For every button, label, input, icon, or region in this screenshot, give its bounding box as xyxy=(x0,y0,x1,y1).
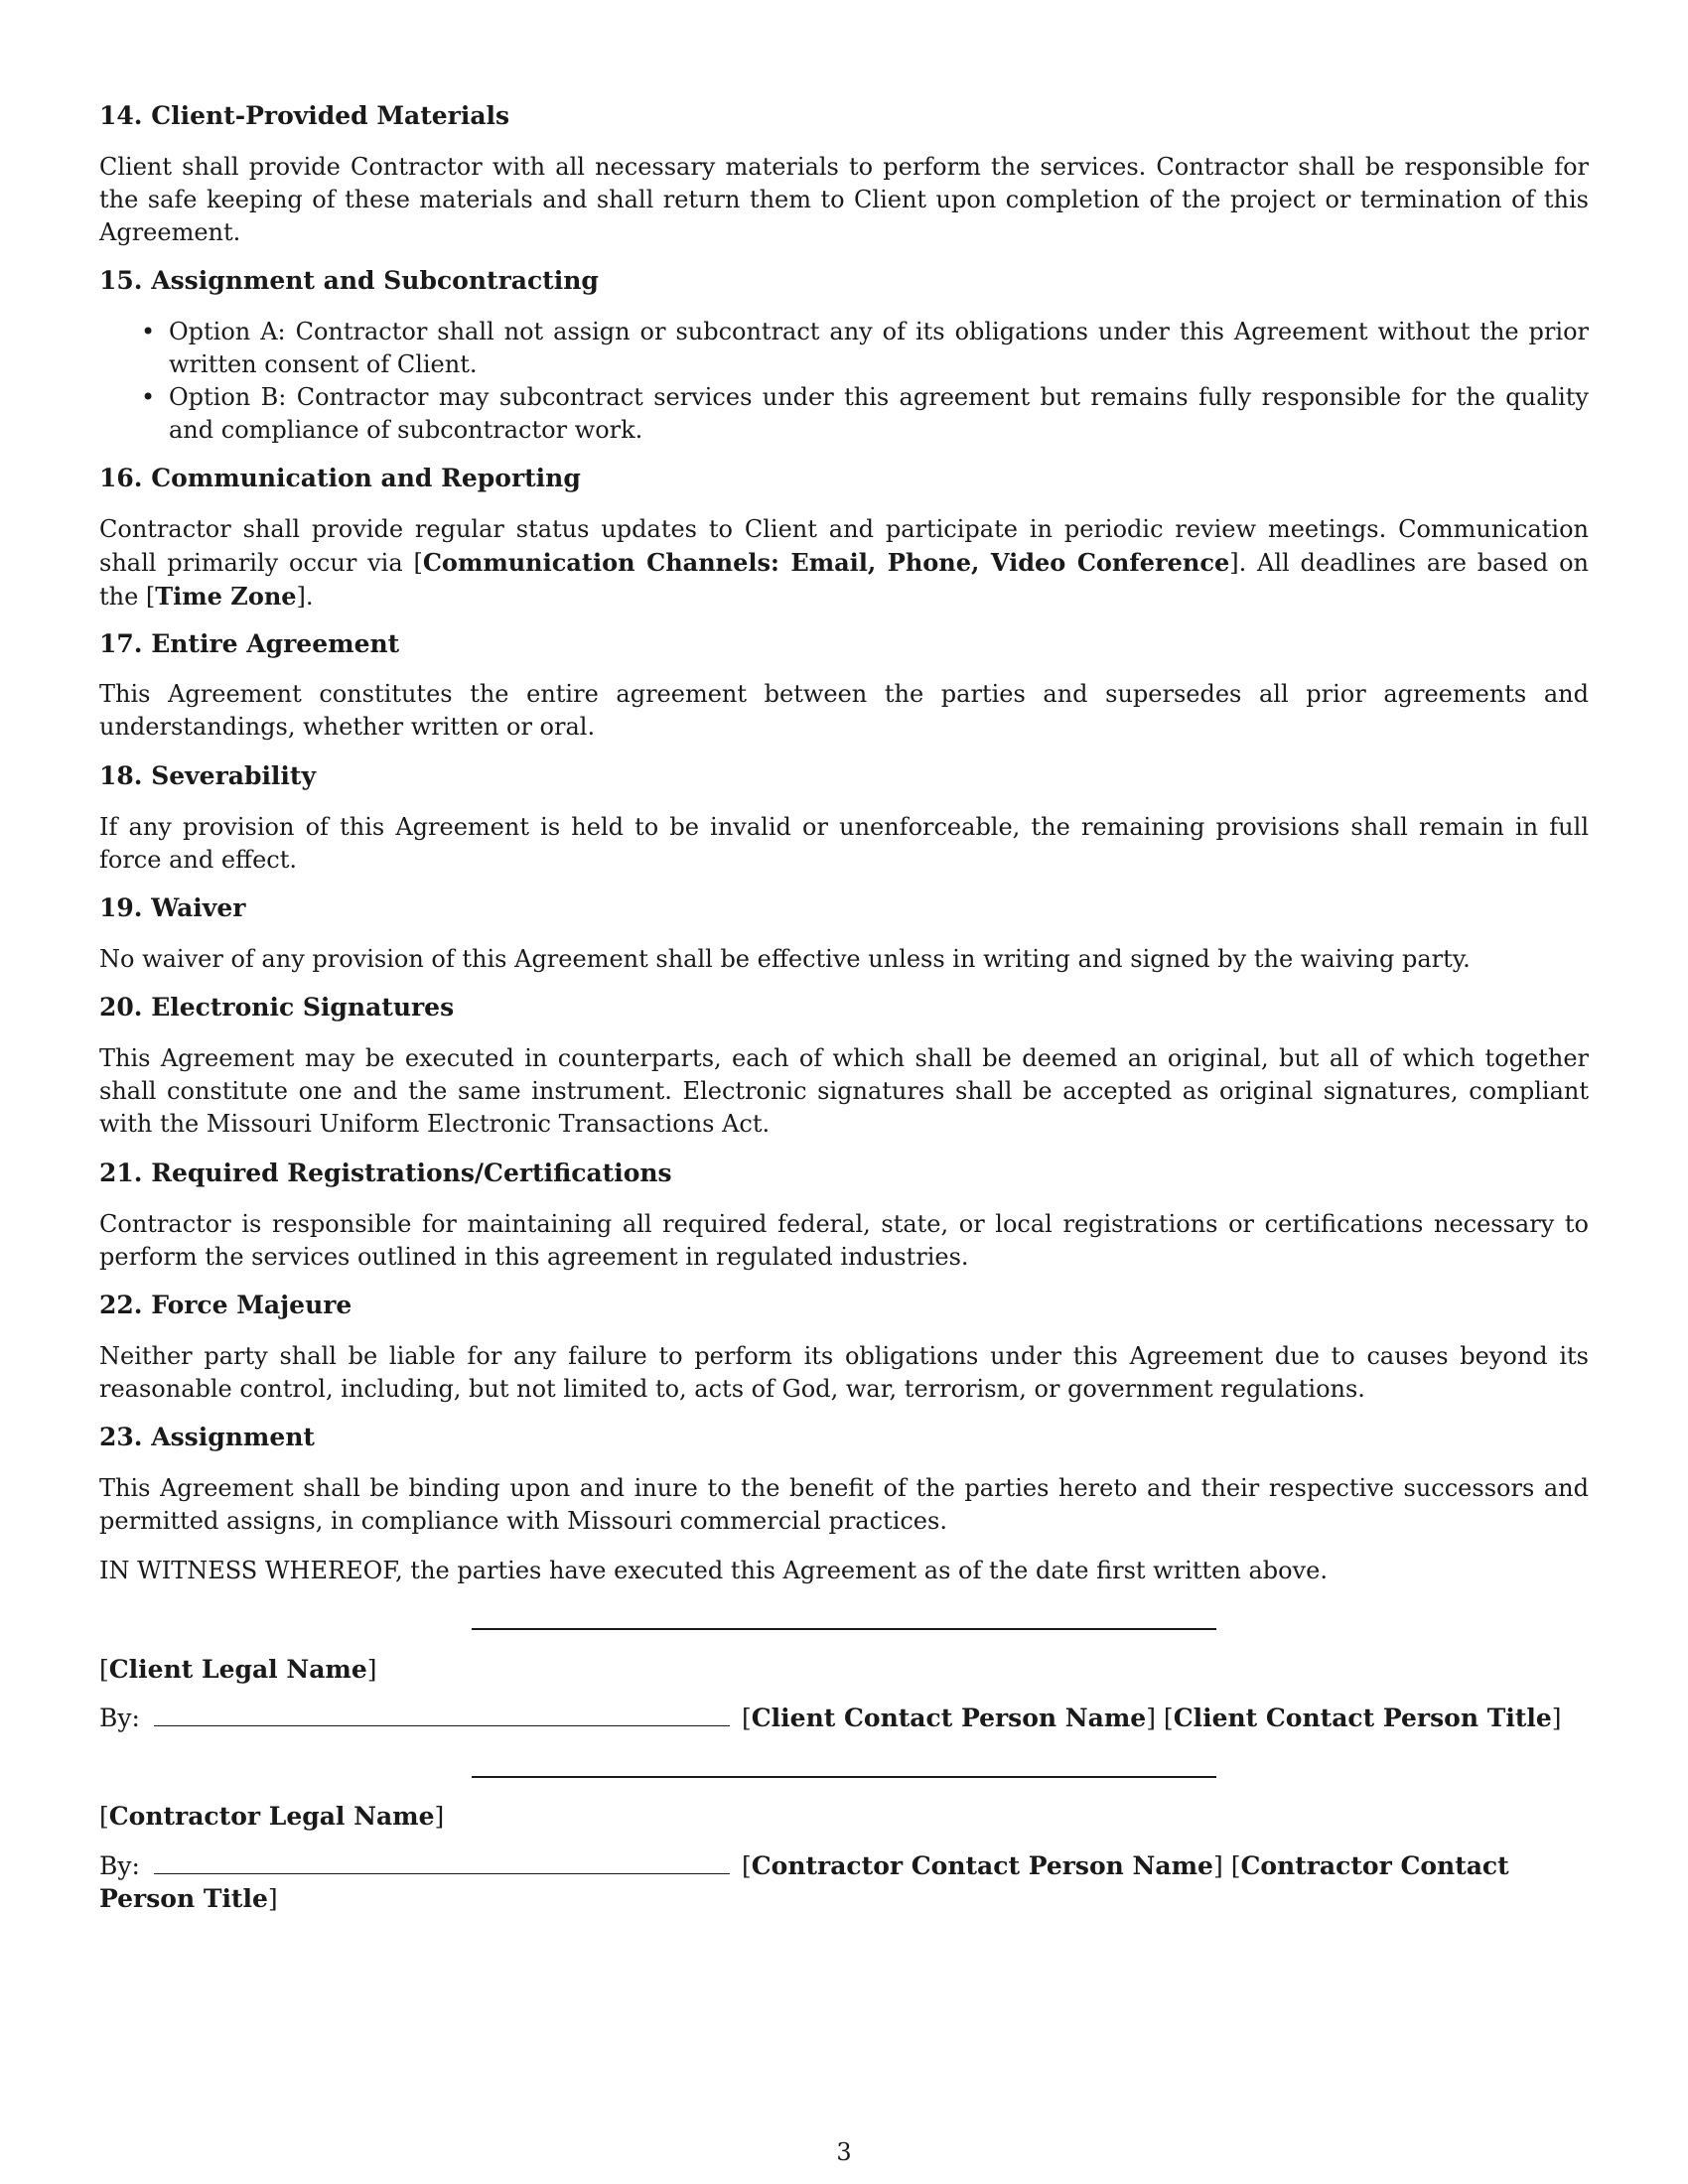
bullet-list xyxy=(99,316,1589,447)
section-heading: 20. Electronic Signatures xyxy=(99,993,455,1022)
section-heading: 19. Waiver xyxy=(99,893,246,922)
body-text: ]. xyxy=(296,583,314,611)
section-body: If any provision of this Agreement is held to be invalid or unenforceable, the remaining provisions shall remain in full force and effect. xyxy=(99,813,1589,874)
section-heading: 14. Client-Provided Materials xyxy=(99,101,510,130)
client-signature-line xyxy=(99,1702,1589,1734)
list-item-text: Option B: Contractor may subcontract services under this agreement but remains fully responsible for the quality and compliance of subcontractor work. xyxy=(169,383,1589,444)
witness-statement: IN WITNESS WHEREOF, the parties have executed this Agreement as of the date first written above. xyxy=(99,1557,1328,1584)
signature-divider xyxy=(472,1776,1216,1778)
list-item-text: Option A: Contractor shall not assign or subcontract any of its obligations under this Agreement without the prior written consent of Client. xyxy=(169,318,1589,378)
contractor-signature-line xyxy=(99,1849,1589,1915)
section-heading: 17. Entire Agreement xyxy=(99,629,400,658)
section-heading: 21. Required Registrations/Certifications xyxy=(99,1159,672,1187)
section-body: Neither party shall be liable for any failure to perform its obligations under this Agreement due to causes beyond its reasonable control, including, but not limited to, acts of God, war, terrorism, or government regulations. xyxy=(99,1342,1589,1403)
list-item xyxy=(99,381,1589,447)
section-body: Contractor is responsible for maintaining all required federal, state, or local registrations or certifications necessary to perform the services outlined in this agreement in regulated industries. xyxy=(99,1210,1589,1271)
client-contact-name: [Client Contact Person Name] xyxy=(742,1704,1156,1732)
contractor-legal-name: [Contractor Legal Name] xyxy=(99,1802,445,1831)
body-text: ]. All deadlines are based on the [ xyxy=(99,549,1589,611)
section-body: This Agreement constitutes the entire agreement between the parties and supersedes all prior agreements and understandings, whether written or oral. xyxy=(99,680,1589,741)
section-heading: 18. Severability xyxy=(99,761,317,790)
body-text: Contractor shall provide regular status updates to Client and participate in periodic review meetings. Communication shall primarily occur via [ xyxy=(99,515,1589,577)
section-heading: 15. Assignment and Subcontracting xyxy=(99,266,599,295)
section-heading: 16. Communication and Reporting xyxy=(99,464,581,492)
signature-divider xyxy=(472,1628,1216,1630)
list-item xyxy=(99,316,1589,381)
placeholder-time-zone: Time Zone xyxy=(155,582,297,611)
bullet-icon: • xyxy=(141,318,156,345)
contractor-signature-field[interactable] xyxy=(154,1851,730,1874)
by-label: By: xyxy=(99,1704,140,1732)
document-page xyxy=(99,0,1589,2184)
section-body: This Agreement may be executed in counterparts, each of which shall be deemed an original, but all of which together shall constitute one and the same instrument. Electronic signatures shall be accepted as original signatures, compliant with the Missouri Uniform Electronic Transactions Act. xyxy=(99,1044,1589,1138)
client-legal-name: [Client Legal Name] xyxy=(99,1655,377,1684)
section-body: This Agreement shall be binding upon and inure to the benefit of the parties hereto and their respective successors and permitted assigns, in compliance with Missouri commercial practices. xyxy=(99,1474,1589,1535)
page-number: 3 xyxy=(836,2138,852,2166)
by-label: By: xyxy=(99,1851,140,1880)
client-contact-title: [Client Contact Person Title] xyxy=(1163,1704,1562,1732)
section-body xyxy=(99,513,1589,614)
section-body: Client shall provide Contractor with all necessary materials to perform the services. Contractor shall be responsible for the safe keeping of these materials and shall return them to Client upon completion of the project or termination of this Agreement. xyxy=(99,153,1589,246)
placeholder-communication-channels: Communication Channels: Email, Phone, Video Conference xyxy=(422,548,1230,577)
client-signature-field[interactable] xyxy=(154,1704,730,1726)
bullet-icon: • xyxy=(141,383,156,411)
contractor-contact-name: [Contractor Contact Person Name] xyxy=(742,1851,1223,1880)
section-heading: 23. Assignment xyxy=(99,1423,315,1451)
section-body: No waiver of any provision of this Agreement shall be effective unless in writing and signed by the waiving party. xyxy=(99,945,1471,973)
contractor-contact-title: [Contractor Contact Person Title] xyxy=(99,1851,1509,1913)
section-heading: 22. Force Majeure xyxy=(99,1291,352,1319)
